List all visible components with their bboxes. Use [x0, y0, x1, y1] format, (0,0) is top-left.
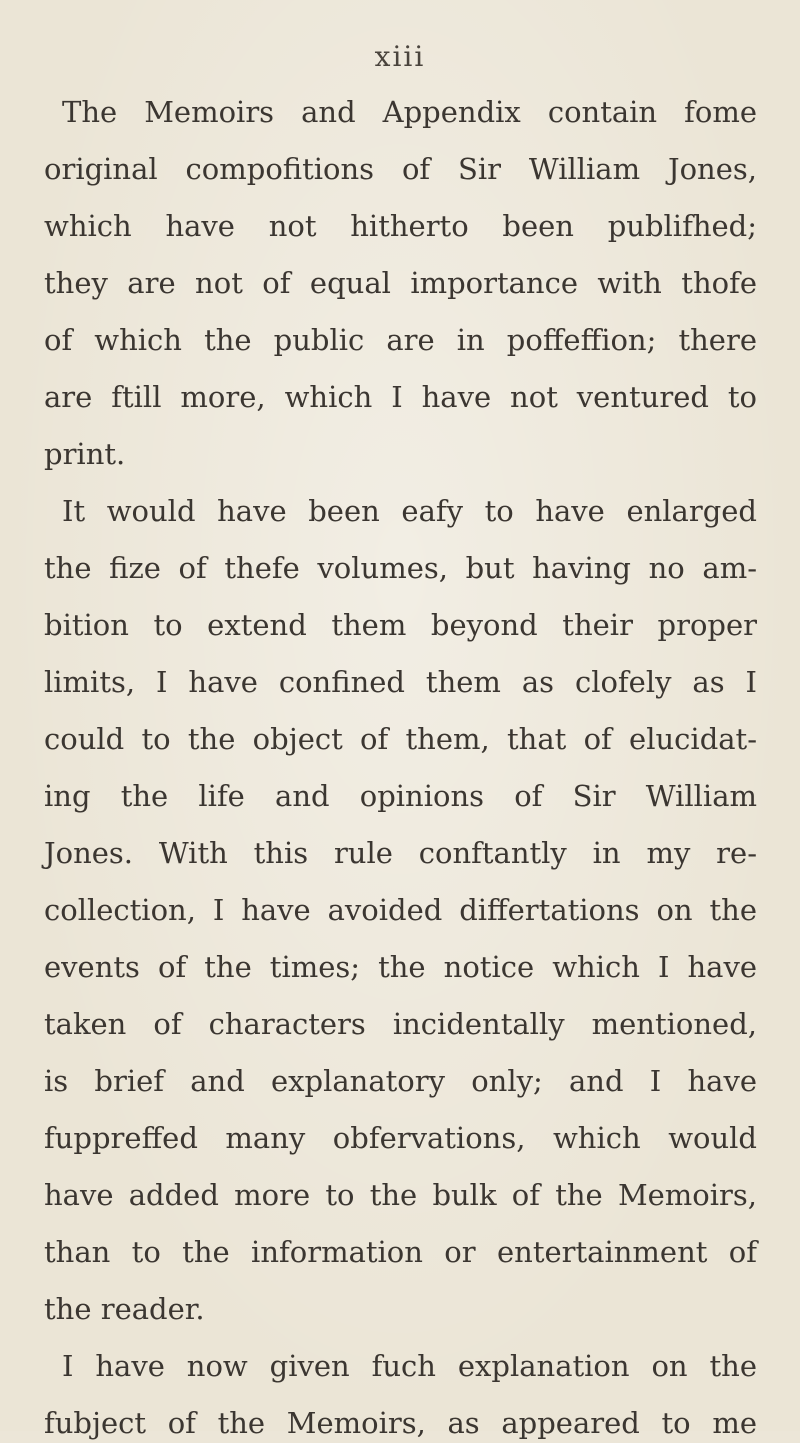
text-line: I have now given fuch explanation on the: [62, 1349, 757, 1383]
text-line: limits, I have confined them as clofely as I: [44, 665, 757, 699]
text-line: is brief and explanatory only; and I have: [44, 1064, 757, 1098]
text-line: It would have been eafy to have enlarged: [62, 494, 757, 528]
text-line: events of the times; the notice which I have: [44, 950, 757, 984]
text-line: have added more to the bulk of the Memoirs,: [44, 1178, 757, 1212]
text-line: print.: [44, 437, 126, 471]
text-line: taken of characters incidentally mentioned,: [44, 1007, 757, 1041]
text-line: fubject of the Memoirs, as appeared to me: [44, 1406, 757, 1440]
text-line: Jones. With this rule conftantly in my re-: [44, 836, 757, 870]
text-line: could to the object of them, that of elucidat-: [44, 722, 757, 756]
text-line: bition to extend them beyond their proper: [44, 608, 757, 642]
text-line: the reader.: [44, 1292, 205, 1326]
text-line: which have not hitherto been publifhed;: [44, 209, 757, 243]
text-line: they are not of equal importance with thofe: [44, 266, 757, 300]
text-line: are ftill more, which I have not ventured to: [44, 380, 757, 414]
text-line: than to the information or entertainment of: [44, 1235, 757, 1269]
text-line: of which the public are in poffeffion; there: [44, 323, 757, 357]
text-line: original compofitions of Sir William Jones,: [44, 152, 757, 186]
text-line: The Memoirs and Appendix contain fome: [62, 95, 757, 129]
text-line: the fize of thefe volumes, but having no am-: [44, 551, 757, 585]
text-line: ing the life and opinions of Sir William: [44, 779, 757, 813]
text-line: collection, I have avoided differtations on the: [44, 893, 757, 927]
body-text: [0, 92, 800, 1440]
page-number: xiii: [374, 40, 426, 73]
text-line: fuppreffed many obfervations, which would: [44, 1121, 757, 1155]
